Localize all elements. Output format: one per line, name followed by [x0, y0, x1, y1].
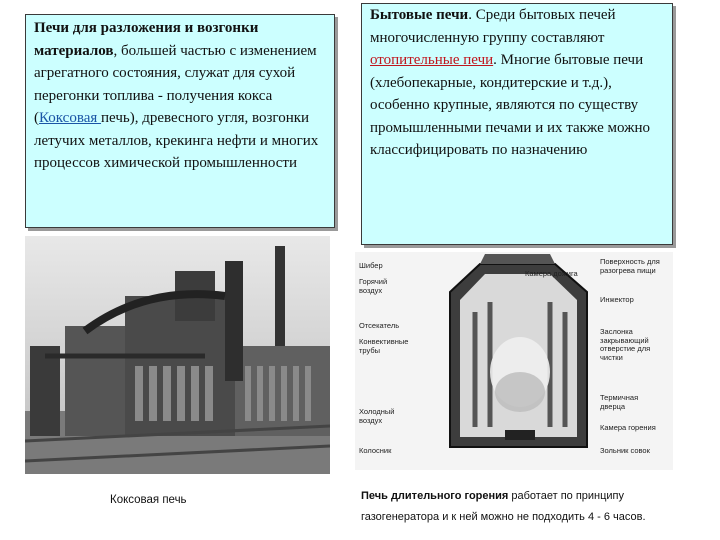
decomposition-ovens-title: Печи для разложения и возгонки материалов	[34, 20, 259, 59]
coke-oven-photo	[25, 236, 330, 474]
coke-oven-caption: Коксовая печь	[110, 494, 187, 506]
diagram-label-right-4: Термичная дверца	[600, 393, 639, 411]
diagram-label-right-3: Заслонка закрывающий отверстие для чистки	[600, 327, 651, 362]
long-burning-stove-caption	[361, 486, 701, 528]
long-burning-stove-diagram	[355, 252, 673, 470]
diagram-label-left-1: Горячий воздух	[359, 277, 388, 295]
household-ovens-text-box	[361, 3, 673, 245]
coke-oven-link[interactable]: Коксовая	[39, 110, 102, 126]
heating-ovens-link[interactable]: отопительные печи	[370, 52, 494, 68]
coke-oven-text-box	[25, 14, 335, 228]
diagram-label-left-5: Колосник	[359, 446, 392, 455]
diagram-label-left-2: Отсекатель	[359, 321, 400, 330]
diagram-label-left-4: Холодный воздух	[359, 407, 395, 425]
household-ovens-title: Бытовые печи	[370, 7, 469, 23]
diagram-label-right-1: Камера дожига	[525, 269, 578, 278]
diagram-label-right-0: Поверхность для разогрева пищи	[600, 257, 660, 275]
diagram-label-right-5: Камера горения	[600, 423, 656, 432]
long-burning-stove-description: работает по принципу газогенератора и к ней можно не подходить 4 - 6 часов.	[361, 490, 646, 523]
diagram-label-right-6: Зольник совок	[600, 446, 650, 455]
diagram-label-right-2: Инжектор	[600, 295, 634, 304]
long-burning-stove-title: Печь длительного горения	[361, 490, 509, 502]
household-text-part2: . Многие бытовые печи (хлебопекарные, кондитерские и т.д.), особенно крупные, являются по существу промышленными печами и их также можно классифицировать по назначению	[370, 52, 651, 158]
decomposition-text-part2: печь), древесного угля, возгонки летучих металлов, крекинга нефти и многих процессов химической промышленности	[34, 110, 319, 171]
diagram-label-left-0: Шибер	[359, 261, 383, 270]
household-text-part1: . Среди бытовых печей многочисленную группу составляют	[370, 7, 616, 46]
diagram-label-left-3: Конвективные трубы	[359, 337, 409, 355]
decomposition-text-part1: , большей частью с изменением агрегатного состояния, служат для сухой перегонки топлива - получения кокса (	[34, 42, 317, 126]
